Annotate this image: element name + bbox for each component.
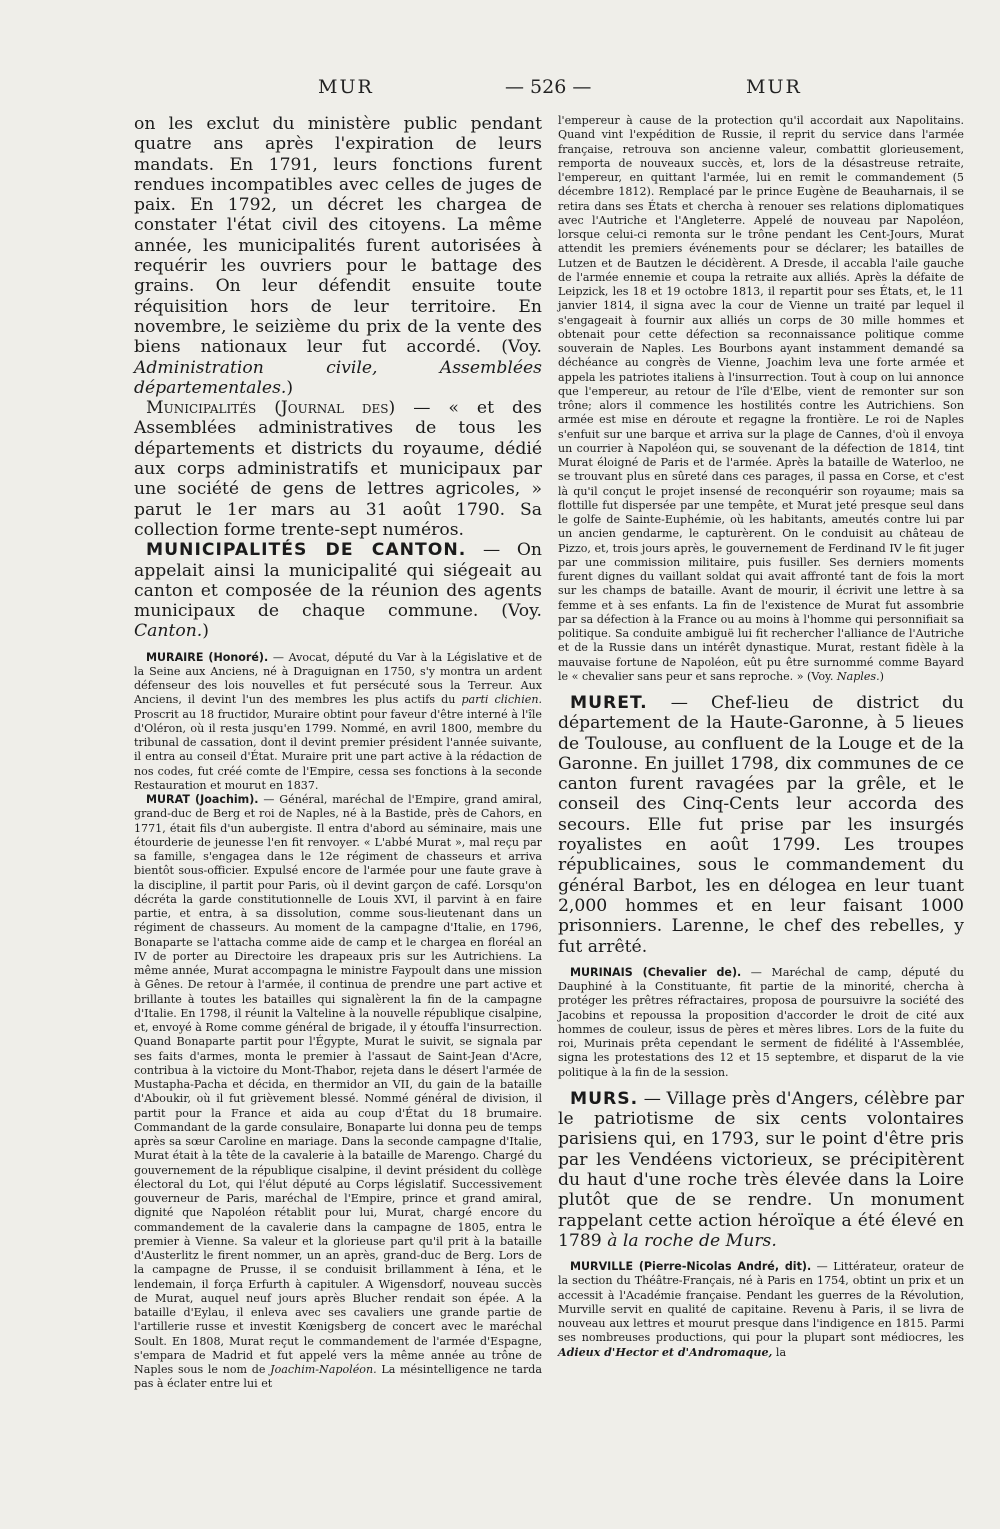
entry-headword: MUNICIPALITÉS DE CANTON. — [146, 540, 467, 561]
entry-text: — Avocat, député du Var à la Législative et de la Seine aux Anciens, né à Draguignan en 1750, s'y montra un ardent défenseur des lois nouvelles et fut persécuté sous la Terreur. Aux Anciens, il devint l'un des membres les plus actifs du — [134, 650, 543, 707]
entry-text: La mésintelligence ne tarda pas à éclater entre lui et — [134, 1363, 542, 1391]
entry-municipalites-de-canton — [134, 540, 542, 641]
left-column — [134, 114, 542, 1392]
entry-headword: MURINAIS (Chevalier de). — [570, 965, 742, 979]
entry-headword: MURVILLE (Pierre-Nicolas André, dit). — [570, 1260, 812, 1274]
entry-text: — Maréchal de camp, député du Dauphiné à la Constituante, fit partie de la minorité, chercha à protéger les prêtres réfractaires, proposa de poursuivre la société des Jacobins et repoussa la proposition d'accorder le droit de cité aux hommes de couleur, issus de pères et mères libres. Lors de la fuite du roi, Murinais prêta cependant le serment de fidélité à l'Assemblée, signa les protestations des 12 et 15 septembre, et disparut de la vie politique à la fin de la session. — [558, 965, 964, 1079]
entry-headword: MURAIRE (Honoré). — [146, 650, 269, 664]
entry-murat — [134, 793, 542, 1392]
entry-text: l'empereur à cause de la protection qu'il accordait aux Napolitains. Quand vint l'expédition de Russie, il reprit du service dans l'armée française, retrouva son ancienne valeur, combattit glorieusement, remporta de nouveaux succès, et, lors de la désastreuse retraite, l'empereur, en quittant l'armée, lui en remit le commandement (5 décembre 1812). Remplacé par le prince Eugène de Beauharnais, il se retira dans ses États et chercha à renouer ses relations diplomatiques avec l'Autriche et l'Angleterre. Appelé de nouveau par Napoléon, lorsque celui-ci remonta sur le trône pendant les Cent-Jours, Murat attendit les premiers événements pour se déclarer; les batailles de Lutzen et de Bautzen le décidèrent. A Dresde, il accabla l'aile gauche de l'armée ennemie et coupa la retraite aux alliés. Après la défaite de Leipzick, les 18 et 19 octobre 1813, il repartit pour ses États, et, le 11 janvier 1814, il signa avec la cour de Vienne un traité par lequel il s'engageait à fournir aux alliés un corps de 30 mille hommes et obtenait pour cette défection sa reconnaissance politique comme souverain de Naples. Les Bourbons ayant instamment demandé sa déchéance au congrès de Vienne, Joachim leva une forte armée et appela les patriotes italiens à l'insurrection. Tout à coup on lui annonce que l'empereur, au retour de l'île d'Elbe, vient de remonter sur son trône; alors il commence les hostilités contre les Autrichiens. Son armée est mise en déroute et regagne la frontière. Le roi de Naples s'enfuit sur une barque et arriva sur la plage de Cannes, d'où il envoya un courrier à Napoléon qui, se souvenant de la défection de 1814, tint Murat éloigné de Paris et de l'armée. Après la bataille de Waterloo, ne se trouvant plus en sûreté dans ces parages, il passa en Corse, et c'est là qu'il conçut le projet insensé de reconquérir son royaume; mais sa flottille fut dispersée par une tempête, et Murat jeté presque seul dans le golfe de Sainte-Euphémie, où les habitants, ameutés contre lui par un ancien gendarme, le capturèrent. On le conduisit au château de Pizzo, et, trois jours après, le gouvernement de Ferdinand IV le fit juger par une commission militaire, puis fusiller. Ses derniers moments furent dignes du vaillant soldat qui avait affronté tant de fois la mort sur les champs de bataille. Avant de mourir, il écrivit une lettre à sa femme et à ses enfants. La fin de l'existence de Murat fut assombrie par sa défection à la France ou au moins à l'homme qui personnifiait sa politique. Sa conduite ambiguë lui fit rechercher l'alliance de l'Autriche et de la Russie dans un intérêt dynastique. Murat, restant fidèle à la mauvaise fortune de Napoléon, eût pu être surnommé comme Bayard le « chevalier sans peur et sans reproche. » (Voy. — [558, 114, 964, 683]
entry-murville — [558, 1260, 964, 1360]
entry-text: on les exclut du ministère public pendant quatre ans après l'expiration de leurs mandats. En 1791, leurs fonctions furent rendues incompatibles avec celles de juges de paix. En 1792, un décret les chargea de constater l'état civil des citoyens. La même année, les municipalités furent autorisées à requérir les ouvriers pour le battage des grains. On leur défendit ensuite toute réquisition hors de leur territoire. En novembre, le seizième du prix de la vente des biens nationaux leur fut accordé. (Voy. — [134, 114, 542, 358]
entry-text: ) — [286, 377, 294, 398]
entry-murinais — [558, 966, 964, 1080]
running-head — [0, 76, 1000, 106]
entry-murs — [558, 1089, 964, 1251]
entry-text: — Littérateur, orateur de la section du Théâtre-Français, né à Paris en 1754, obtint un prix et un accessit à l'Académie française. Pendant les guerres de la Révolution, Murville servit en qualité de capitaine. Revenu à Paris, il se livra de nouveau aux lettres et mourut presque dans l'indigence en 1815. Parmi ses nombreuses productions, qui pour la plupart sont médiocres, les — [558, 1260, 964, 1345]
header-left-keyword: MUR — [318, 76, 374, 98]
entry-headword: Municipalités (Journal des) — [146, 398, 396, 419]
entry-text: — On appelait ainsi la municipalité qui siégeait au canton et composée de la réunion des agents municipaux de chaque commune. (Voy. — [134, 540, 542, 622]
cross-reference: Joachim-Napoléon. — [270, 1363, 377, 1377]
entry-muraire — [134, 651, 542, 794]
header-right-keyword: MUR — [746, 76, 802, 98]
entry-text: ) — [879, 669, 884, 683]
right-column — [558, 114, 964, 1360]
entry-text: — Village près d'Angers, célèbre par le patriotisme de six cents volontaires parisiens qui, en 1793, sur le point d'être pris par les Vendéens victorieux, se précipitèrent du haut d'une roche très élevée dans la Loire plutôt que de se rendre. Un monument rappelant cette action héroïque a été élevé en 1789 — [558, 1088, 964, 1251]
entry-headword: MURET. — [570, 693, 648, 713]
entry-headword: MURAT (Joachim). — [146, 793, 259, 807]
entry-municipalites-continued — [134, 114, 542, 398]
entry-text: — « et des Assemblées administratives de tous les départements et districts du royaume, dédié aux corps administratifs et municipaux par une société de gens de lettres agricoles, » parut le 1er mars au 31 août 1790. Sa collection forme trente-sept numéros. — [134, 398, 542, 540]
entry-text: la — [772, 1345, 787, 1359]
cross-reference: Canton. — [134, 621, 203, 642]
cross-reference: parti clichien. — [461, 693, 542, 707]
entry-muret — [558, 693, 964, 957]
entry-journal-des-municipalites — [134, 398, 542, 540]
entry-text: — Chef-lieu de district du département de la Haute-Garonne, à 5 lieues de Toulouse, au confluent de la Louge et de la Garonne. En juillet 1798, dix communes de ce canton furent ravagées par la grêle, et le conseil des Cinq-Cents leur accorda des secours. Elle fut prise par les insurgés royalistes en août 1799. Les troupes républicaines, sous le commandement du général Barbot, les en délogea en leur tuant 2,000 hommes et en leur faisant 1000 prisonniers. Larenne, le chef des rebelles, y fut arrêté. — [558, 693, 964, 957]
cross-reference: Naples. — [836, 669, 880, 683]
cross-reference: Adieux d'Hector et d'Andromaque, — [558, 1345, 773, 1359]
cross-reference: Administration civile, Assemblées départementales. — [134, 357, 542, 398]
entry-text: Proscrit au 18 fructidor, Muraire obtint pour faveur d'être interné à l'île d'Oléron, où il resta jusqu'en 1799. Nommé, en avril 1800, membre du tribunal de cassation, dont il devint premier président l'année suivante, il entra au conseil d'État. Muraire prit une part active à la rédaction de nos codes, fut créé comte de l'Empire, cessa ses fonctions à la seconde Restauration et mourut en 1837. — [134, 707, 542, 792]
entry-murat-continued — [558, 114, 964, 684]
page-number: — 526 — — [505, 76, 592, 98]
entry-headword: MURS. — [570, 1088, 639, 1109]
entry-text: ) — [202, 621, 209, 642]
entry-text: — Général, maréchal de l'Empire, grand amiral, grand-duc de Berg et roi de Naples, né à la Bastide, près de Cahors, en 1771, était fils d'un aubergiste. Il entra d'abord au séminaire, mais une étourderie de jeunesse l'en fit renvoyer. « L'abbé Murat », mal reçu par sa famille, s'engagea dans le 12e régiment de chasseurs et arriva bientôt sous-officier. Expulsé encore de l'armée pour une faute grave à la discipline, il partit pour Paris, où il devint garçon de café. Lorsqu'on décréta la garde constitutionnelle de Louis XVI, il parvint à en faire partie, et entra, à sa dissolution, comme sous-lieutenant dans un régiment de chasseurs. Au moment de la campagne d'Italie, en 1796, Bonaparte se l'attacha comme aide de camp et le chargea en floréal an IV de porter au Directoire les drapeaux pris sur les Autrichiens. La même année, Murat accompagna le ministre Faypoult dans une mission à Gênes. De retour à l'armée, il continua de prendre une part active et brillante à toutes les batailles qui signalèrent la fin de la campagne d'Italie. En 1798, il réunit la Valteline à la nouvelle république cisalpine, et, envoyé à Rome comme général de brigade, il y étouffa l'insurrection. Quand Bonaparte partit pour l'Égypte, Murat le suivit, se signala par ses faits d'armes, monta le premier à l'assaut de Saint-Jean d'Acre, contribua à la victoire du Mont-Thabor, rejeta dans le désert l'armée de Mustapha-Pacha et décida, en thermidor an VII, du gain de la bataille d'Aboukir, où il fut grièvement blessé. Nommé général de division, il partit pour la France et aida au coup d'État du 18 brumaire. Commandant de la garde consulaire, Bonaparte lui donna peu de temps après sa sœur Caroline en mariage. Dans la seconde campagne d'Italie, Murat était à la tête de la cavalerie à la bataille de Marengo. Chargé du gouvernement de la république cisalpine, il devint président du collège électoral du Lot, qui l'élut député au Corps législatif. Successivement gouverneur de Paris, maréchal de l'Empire, prince et grand amiral, dignité que Napoléon rétablit pour lui, Murat, chargé encore du commandement de la cavalerie dans la campagne de 1805, entra le premier à Vienne. Sa valeur et la glorieuse part qu'il prit à la bataille d'Austerlitz le firent nommer, un an après, grand-duc de Berg. Lors de la campagne de Prusse, il se conduisit brillamment à Iéna, et le lendemain, il força Erfurth à capituler. A Wigensdorf, nouveau succès de Murat, auquel neuf jours après Blucher rendait son épée. A la bataille d'Eylau, il enleva avec ses cavaliers une grande partie de l'artillerie russe et investit Kœnigsberg de concert avec le maréchal Soult. En 1808, Murat reçut le commandement de l'armée d'Espagne, s'empara de Madrid et fut appelé vers la même année au trône de Naples sous le nom de — [134, 793, 543, 1377]
cross-reference: à la roche de Murs. — [607, 1230, 777, 1251]
